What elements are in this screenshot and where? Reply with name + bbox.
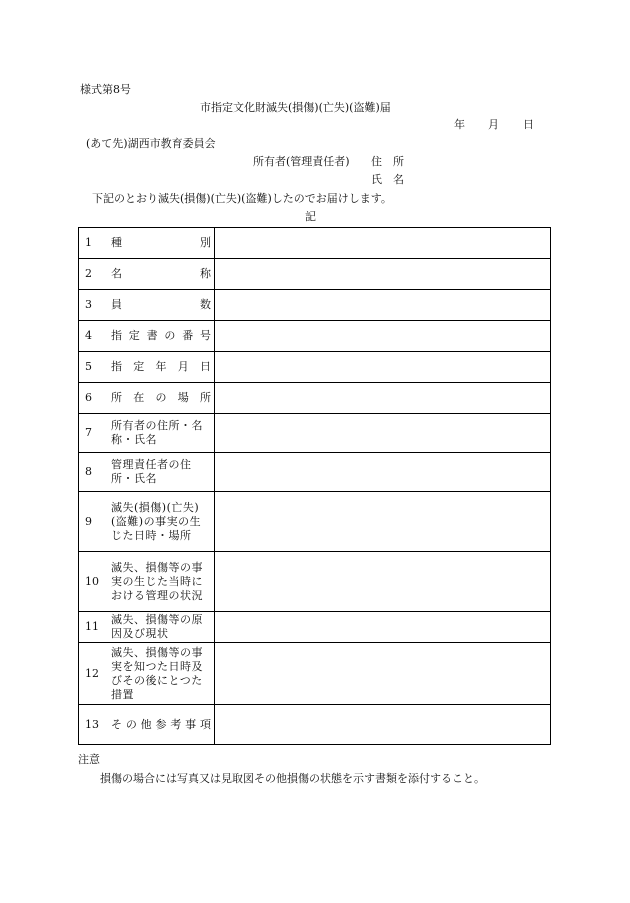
notice-text: 損傷の場合には写真又は見取図その他損傷の状態を示す書類を添付すること。 <box>100 772 485 785</box>
row-value-field[interactable] <box>215 321 551 352</box>
row-number: 2 <box>79 259 108 290</box>
row-label <box>107 453 215 492</box>
intro-text: 下記のとおり滅失(損傷)(亡失)(盗難)したのでお届けします。 <box>92 192 392 205</box>
row-value-field[interactable] <box>215 352 551 383</box>
row-label <box>107 352 215 383</box>
row-label <box>107 414 215 453</box>
row-label-spread: 員 数 <box>111 298 211 311</box>
row-number: 12 <box>79 643 108 705</box>
row-label-text: 滅失、損傷等の原因及び現状 <box>111 613 203 640</box>
row-label <box>107 383 215 414</box>
row-value-field[interactable] <box>215 453 551 492</box>
row-label <box>107 612 215 643</box>
row-number: 11 <box>79 612 108 643</box>
row-value-field[interactable] <box>215 705 551 745</box>
row-label-text: 所有者の住所・名称・氏名 <box>111 419 203 446</box>
row-label <box>107 492 215 552</box>
address-label: 住 所 <box>371 155 404 168</box>
row-number: 4 <box>79 321 108 352</box>
row-label-text: 滅失、損傷等の事実を知つた日時及びその後にとつた措置 <box>111 645 203 701</box>
table-row <box>79 643 551 705</box>
row-label-spread: そ の 他 参 考 事 項 <box>111 717 211 731</box>
date-month: 月 <box>488 118 499 131</box>
table-row <box>79 290 551 321</box>
table-row <box>79 352 551 383</box>
name-label: 氏 名 <box>371 173 404 186</box>
row-label-spread: 所 在 の 場 所 <box>111 391 211 404</box>
row-value-field[interactable] <box>215 492 551 552</box>
table-row <box>79 414 551 453</box>
row-number: 10 <box>79 552 108 612</box>
table-row <box>79 492 551 552</box>
table-row <box>79 453 551 492</box>
row-label-text: 滅失、損傷等の事実の生じた当時における管理の状況 <box>111 560 203 602</box>
table-row <box>79 321 551 352</box>
row-label <box>107 228 215 259</box>
ki-label: 記 <box>305 210 316 223</box>
row-label <box>107 290 215 321</box>
row-label <box>107 259 215 290</box>
row-label-text: 管理責任者の住所・氏名 <box>111 458 192 485</box>
form-number: 様式第8号 <box>80 83 131 96</box>
date-year: 年 <box>454 118 465 131</box>
row-label-spread: 名 称 <box>111 267 211 280</box>
row-label-spread: 指 定 年 月 日 <box>111 360 211 373</box>
row-value-field[interactable] <box>215 259 551 290</box>
row-label <box>107 321 215 352</box>
row-value-field[interactable] <box>215 643 551 705</box>
row-number: 7 <box>79 414 108 453</box>
table-row <box>79 552 551 612</box>
table-row <box>79 228 551 259</box>
row-number: 1 <box>79 228 108 259</box>
row-value-field[interactable] <box>215 228 551 259</box>
row-number: 13 <box>79 705 108 745</box>
row-value-field[interactable] <box>215 414 551 453</box>
row-number: 3 <box>79 290 108 321</box>
table-row <box>79 612 551 643</box>
row-label <box>107 552 215 612</box>
row-value-field[interactable] <box>215 552 551 612</box>
row-value-field[interactable] <box>215 612 551 643</box>
row-number: 6 <box>79 383 108 414</box>
date-line <box>0 118 630 132</box>
document-title: 市指定文化財滅失(損傷)(亡失)(盗難)届 <box>200 101 391 114</box>
row-label-spread: 指 定 書 の 番 号 <box>111 329 211 342</box>
table-row <box>79 383 551 414</box>
row-number: 9 <box>79 492 108 552</box>
owner-label: 所有者(管理責任者) <box>253 155 350 168</box>
row-label-spread: 種 別 <box>111 236 211 249</box>
form-table <box>78 227 551 745</box>
row-value-field[interactable] <box>215 383 551 414</box>
date-day: 日 <box>523 118 534 131</box>
notice-heading: 注意 <box>78 753 100 766</box>
row-value-field[interactable] <box>215 290 551 321</box>
addressee: (あて先)湖西市教育委員会 <box>86 137 216 150</box>
row-label <box>107 705 215 745</box>
row-label <box>107 643 215 705</box>
row-label-text: 滅失(損傷)(亡失)(盗難)の事実の生じた日時・場所 <box>111 500 202 542</box>
row-number: 5 <box>79 352 108 383</box>
row-number: 8 <box>79 453 108 492</box>
table-row <box>79 259 551 290</box>
table-row <box>79 705 551 745</box>
